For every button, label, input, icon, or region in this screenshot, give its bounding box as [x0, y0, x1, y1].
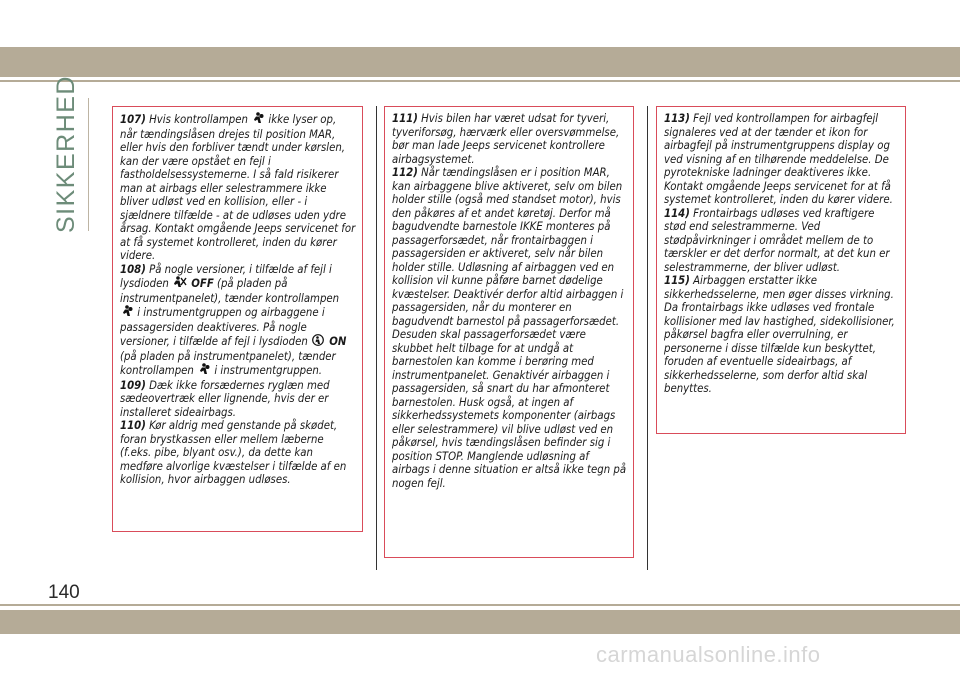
note-109	[120, 379, 356, 420]
note-text: (på pladen på instrumentpanelet), tænder kontrollampen	[120, 349, 336, 377]
header-rule	[0, 80, 960, 82]
note-110	[120, 419, 356, 487]
airbag-warning-icon	[252, 112, 264, 128]
note-number: 112)	[392, 166, 418, 179]
note-text: Kør aldrig med genstande på skødet, foran brystkassen eller mellem læberne (f.eks. pibe, blyant osv.), da dette kan medføre alvorlige kvæstelser i tilfælde af en kollision, hvor airbaggen udløses.	[120, 419, 347, 486]
column-divider	[647, 106, 648, 570]
note-number: 109)	[120, 378, 146, 392]
note-number: 107)	[120, 113, 146, 126]
note-111	[392, 112, 627, 166]
note-text: Hvis bilen har været udsat for tyveri, tyveriforsøg, hærværk eller oversvømmelse, bør man lade Jeeps servicenet kontrollere airbagsystemet.	[392, 112, 620, 166]
note-text: (på pladen på instrumentpanelet), tænder kontrollampen	[120, 277, 340, 305]
note-number: 111)	[392, 112, 418, 125]
note-box-111-112	[384, 106, 634, 558]
note-box-107-110	[112, 106, 363, 532]
note-text: i instrumentgruppen og airbaggene i passagersiden deaktiveres. På nogle versioner, i tilfælde af fejl i lysdioden	[120, 306, 325, 348]
passenger-airbag-on-icon	[312, 334, 325, 350]
note-number: 115)	[664, 274, 690, 287]
column-divider	[376, 106, 377, 570]
note-text: På nogle versioner, i tilfælde af fejl i lysdioden	[120, 262, 332, 290]
note-text: Fejl ved kontrollampen for airbagfejl signaleres ved at der tænder et ikon for airbagfejl på instrumentgruppens display og ved visning af en tilhørende meddelelse. De pyrotekniske ladninger deaktiveres ikke. Kontakt omgående Jeeps servicenet for at få systemet kontrolleret, inden du kører videre.	[664, 112, 893, 206]
note-number: 114)	[664, 206, 690, 220]
airbag-warning-icon	[121, 305, 133, 321]
note-number: 110)	[120, 419, 146, 432]
note-text: Når tændingslåsen er i position MAR, kan airbaggene blive aktiveret, selv om bilen holder stille (også med standset motor), hvis den påkøres af et andet køretøj. Derfor må bagudvendte barnestole IKKE monteres på passagerforsædet, når frontairbaggen i passagersiden er aktiveret, selv når bilen holder stille. Udløsning af airbaggen ved en kollision vil kunne påføre barnet dødelige kvæstelser. Deaktivér derfor altid airbaggen i passagersiden, når du monterer en bagudvendt barnestol på passagerforsædet. Desuden skal passagerforsædet være skubbet helt tilbage for at undgå at barnestolen kan komme i berøring med instrumentpanelet. Genaktivér airbaggen i passagersiden, så snart du har afmonteret barnestolen. Husk også, at ingen af sikkerhedssystemets komponenter (airbags eller selestrammere) vil blive udløst ved en påkørsel, hvis tændingslåsen befinder sig i position STOP. Manglende udløsning af airbags i denne situation er altså ikke tegn på nogen fejl.	[392, 166, 627, 490]
note-115	[664, 274, 899, 396]
section-divider	[88, 98, 89, 231]
note-text: i instrumentgruppen.	[214, 364, 323, 377]
note-text: Airbaggen erstatter ikke sikkerhedsselerne, men øger disses virkning. Da frontairbags ikke udløses ved frontale kollisioner med lav hastighed, sidekollisioner, påkørsel bagfra eller overrulning, er personerne i disse tilfælde kun beskyttet, foruden af eventuelle sideairbags, af sikkerhedsselerne, som derfor altid skal benyttes.	[664, 274, 895, 395]
header-band	[0, 47, 960, 77]
note-number: 108)	[120, 262, 146, 276]
section-title: SIKKERHED	[52, 75, 80, 233]
note-box-113-115	[656, 106, 906, 434]
note-text: ikke lyser op, når tændingslåsen drejes til position MAR, eller hvis den forbliver tændt under kørslen, kan der være opstået en fejl i fastholdelsessystemerne. I så fald risikerer man at airbags eller selestrammere ikke bliver udløst ved en kollision, eller - i sjældnere tilfælde - at de udløses uden ydre årsag. Kontakt omgående Jeeps servicenet for at få systemet kontrolleret, inden du kører videre.	[120, 113, 356, 262]
note-text: Frontairbags udløses ved kraftigere stød end selestrammerne. Ved stødpåvirkninger i området mellem de to tærskler er det derfor normalt, at det kun er selestrammerne, der bliver udløst.	[664, 206, 890, 274]
footer-rule	[0, 604, 960, 606]
note-text: Dæk ikke forsædernes ryglæn med sædeovertræk eller lignende, hvis der er installeret sideairbags.	[120, 378, 330, 419]
footer-band	[0, 610, 960, 634]
note-number: 113)	[664, 112, 690, 125]
off-label: OFF	[191, 277, 214, 290]
airbag-warning-icon	[198, 363, 210, 379]
page-number: 140	[48, 582, 80, 603]
on-label: ON	[329, 335, 347, 348]
note-114	[664, 207, 899, 275]
note-112	[392, 166, 627, 490]
note-107	[120, 112, 356, 263]
note-108	[120, 263, 356, 379]
note-text: Hvis kontrollampen	[149, 113, 248, 126]
passenger-airbag-off-icon	[173, 276, 187, 292]
watermark: carmanualsonline.info	[596, 642, 821, 667]
note-113	[664, 112, 899, 207]
